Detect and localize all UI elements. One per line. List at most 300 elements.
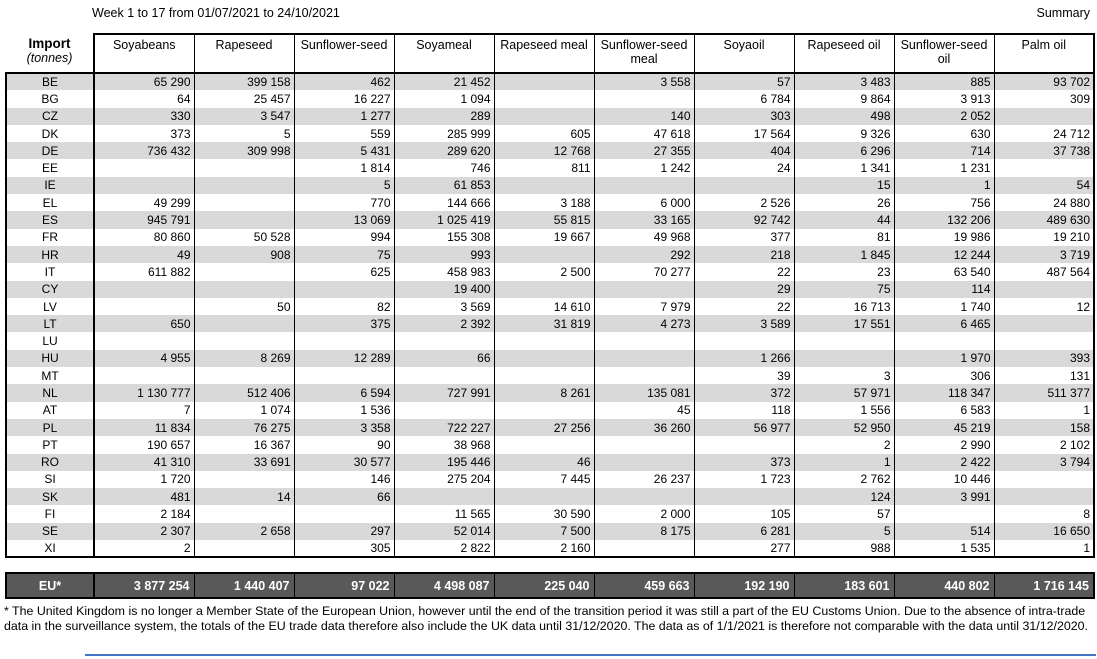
- value-cell: [194, 315, 294, 332]
- value-cell: 292: [594, 246, 694, 263]
- value-cell: 8 175: [594, 523, 694, 540]
- value-cell: 489 630: [994, 211, 1094, 228]
- value-cell: 12 244: [894, 246, 994, 263]
- value-cell: [594, 90, 694, 107]
- value-cell: 908: [194, 246, 294, 263]
- value-cell: 90: [294, 436, 394, 453]
- value-cell: [694, 436, 794, 453]
- value-cell: 4 955: [94, 350, 194, 367]
- value-cell: 45: [594, 402, 694, 419]
- value-cell: 511 377: [994, 384, 1094, 401]
- value-cell: 33 691: [194, 454, 294, 471]
- value-cell: 57: [794, 505, 894, 522]
- value-cell: [494, 108, 594, 125]
- value-cell: 3 188: [494, 194, 594, 211]
- value-cell: 114: [894, 281, 994, 298]
- value-cell: 2 526: [694, 194, 794, 211]
- value-cell: 4 273: [594, 315, 694, 332]
- value-cell: 31 819: [494, 315, 594, 332]
- value-cell: 1 074: [194, 402, 294, 419]
- value-cell: [494, 436, 594, 453]
- value-cell: 140: [594, 108, 694, 125]
- value-cell: 56 977: [694, 419, 794, 436]
- value-cell: 297: [294, 523, 394, 540]
- table-row: [6, 108, 1094, 125]
- value-cell: 49: [94, 246, 194, 263]
- value-cell: 650: [94, 315, 194, 332]
- value-cell: 8 261: [494, 384, 594, 401]
- value-cell: 46: [494, 454, 594, 471]
- value-cell: 63 540: [894, 263, 994, 280]
- column-header: Soyameal: [394, 34, 494, 73]
- value-cell: 285 999: [394, 125, 494, 142]
- value-cell: 65 290: [94, 73, 194, 90]
- country-code: CY: [6, 281, 94, 298]
- value-cell: 372: [694, 384, 794, 401]
- import-table: [5, 33, 1095, 558]
- value-cell: 50: [194, 298, 294, 315]
- value-cell: 2 184: [94, 505, 194, 522]
- value-cell: 3 483: [794, 73, 894, 90]
- value-cell: 24 712: [994, 125, 1094, 142]
- value-cell: 36 260: [594, 419, 694, 436]
- value-cell: 10 446: [894, 471, 994, 488]
- value-cell: 1 970: [894, 350, 994, 367]
- value-cell: 373: [94, 125, 194, 142]
- eu-total-value: 225 040: [494, 573, 594, 598]
- value-cell: 12 289: [294, 350, 394, 367]
- table-row: [6, 384, 1094, 401]
- value-cell: 625: [294, 263, 394, 280]
- value-cell: 190 657: [94, 436, 194, 453]
- eu-total-row: [6, 573, 1094, 598]
- country-code: FI: [6, 505, 94, 522]
- value-cell: [494, 402, 594, 419]
- value-cell: 8: [994, 505, 1094, 522]
- table-row: [6, 177, 1094, 194]
- value-cell: [594, 367, 694, 384]
- eu-total-value: 1 440 407: [194, 573, 294, 598]
- value-cell: 330: [94, 108, 194, 125]
- value-cell: 512 406: [194, 384, 294, 401]
- value-cell: 11 834: [94, 419, 194, 436]
- country-code: MT: [6, 367, 94, 384]
- value-cell: [294, 332, 394, 349]
- value-cell: 5 431: [294, 142, 394, 159]
- country-code: LV: [6, 298, 94, 315]
- value-cell: 1 341: [794, 159, 894, 176]
- value-cell: 3 569: [394, 298, 494, 315]
- value-cell: 3 358: [294, 419, 394, 436]
- corner-title: Import: [28, 36, 71, 51]
- value-cell: 80 860: [94, 229, 194, 246]
- country-code: EE: [6, 159, 94, 176]
- value-cell: 131: [994, 367, 1094, 384]
- value-cell: 195 446: [394, 454, 494, 471]
- value-cell: 39: [694, 367, 794, 384]
- value-cell: 756: [894, 194, 994, 211]
- value-cell: [294, 505, 394, 522]
- value-cell: [194, 471, 294, 488]
- value-cell: [494, 90, 594, 107]
- value-cell: [94, 281, 194, 298]
- value-cell: [594, 540, 694, 557]
- value-cell: 14: [194, 488, 294, 505]
- value-cell: 55 815: [494, 211, 594, 228]
- value-cell: 487 564: [994, 263, 1094, 280]
- value-cell: 1 535: [894, 540, 994, 557]
- value-cell: [394, 488, 494, 505]
- value-cell: 2 000: [594, 505, 694, 522]
- eu-total-value: 1 716 145: [994, 573, 1094, 598]
- column-header: Rapeseed: [194, 34, 294, 73]
- value-cell: 7 445: [494, 471, 594, 488]
- value-cell: [194, 211, 294, 228]
- value-cell: 377: [694, 229, 794, 246]
- value-cell: 16 367: [194, 436, 294, 453]
- value-cell: 945 791: [94, 211, 194, 228]
- value-cell: 277: [694, 540, 794, 557]
- value-cell: 275 204: [394, 471, 494, 488]
- value-cell: 6 594: [294, 384, 394, 401]
- value-cell: [994, 332, 1094, 349]
- table-row: [6, 246, 1094, 263]
- value-cell: 5: [794, 523, 894, 540]
- value-cell: 16 650: [994, 523, 1094, 540]
- value-cell: 1: [894, 177, 994, 194]
- value-cell: [94, 298, 194, 315]
- value-cell: 3 913: [894, 90, 994, 107]
- value-cell: 2 102: [994, 436, 1094, 453]
- value-cell: 81: [794, 229, 894, 246]
- value-cell: 309: [994, 90, 1094, 107]
- value-cell: [394, 367, 494, 384]
- eu-total-table: [5, 572, 1095, 599]
- value-cell: [894, 505, 994, 522]
- value-cell: 9 326: [794, 125, 894, 142]
- value-cell: 1 266: [694, 350, 794, 367]
- value-cell: [694, 177, 794, 194]
- value-cell: 3 991: [894, 488, 994, 505]
- value-cell: 458 983: [394, 263, 494, 280]
- value-cell: 49 299: [94, 194, 194, 211]
- country-code: SK: [6, 488, 94, 505]
- value-cell: 93 702: [994, 73, 1094, 90]
- value-cell: 118 347: [894, 384, 994, 401]
- value-cell: 50 528: [194, 229, 294, 246]
- value-cell: [494, 246, 594, 263]
- value-cell: 306: [894, 367, 994, 384]
- country-code: HR: [6, 246, 94, 263]
- value-cell: [694, 332, 794, 349]
- value-cell: [494, 350, 594, 367]
- value-cell: 21 452: [394, 73, 494, 90]
- eu-total-value: 3 877 254: [94, 573, 194, 598]
- value-cell: 2 822: [394, 540, 494, 557]
- value-cell: 1 277: [294, 108, 394, 125]
- value-cell: 630: [894, 125, 994, 142]
- value-cell: 6 784: [694, 90, 794, 107]
- value-cell: 1 723: [694, 471, 794, 488]
- value-cell: 23: [794, 263, 894, 280]
- table-row: [6, 281, 1094, 298]
- value-cell: 12: [994, 298, 1094, 315]
- column-header: Rapeseed meal: [494, 34, 594, 73]
- value-cell: 373: [694, 454, 794, 471]
- country-code: BE: [6, 73, 94, 90]
- country-code: SE: [6, 523, 94, 540]
- column-header: Palm oil: [994, 34, 1094, 73]
- eu-total-value: 183 601: [794, 573, 894, 598]
- value-cell: 1: [994, 402, 1094, 419]
- value-cell: [194, 540, 294, 557]
- value-cell: 66: [394, 350, 494, 367]
- value-cell: 25 457: [194, 90, 294, 107]
- value-cell: 1 094: [394, 90, 494, 107]
- value-cell: 2 658: [194, 523, 294, 540]
- country-code: PT: [6, 436, 94, 453]
- value-cell: 118: [694, 402, 794, 419]
- value-cell: 14 610: [494, 298, 594, 315]
- value-cell: 722 227: [394, 419, 494, 436]
- value-cell: 993: [394, 246, 494, 263]
- value-cell: [294, 367, 394, 384]
- value-cell: 27 355: [594, 142, 694, 159]
- country-code: XI: [6, 540, 94, 557]
- footnote: * The United Kingdom is no longer a Member State of the European Union, however until the end of the transition period it was still a part of the EU Customs Union. Due to the absence of intra-trade data in the surveillance system, the totals of the EU trade data therefore also include the UK data until 31/12/2020. The data as of 1/1/2021 is therefore not comparable with the data until 31/12/2020.: [4, 604, 1088, 634]
- value-cell: [994, 108, 1094, 125]
- value-cell: [194, 263, 294, 280]
- value-cell: 393: [994, 350, 1094, 367]
- value-cell: 155 308: [394, 229, 494, 246]
- value-cell: 1: [994, 540, 1094, 557]
- table-row: [6, 488, 1094, 505]
- value-cell: 45 219: [894, 419, 994, 436]
- value-cell: 770: [294, 194, 394, 211]
- value-cell: 885: [894, 73, 994, 90]
- value-cell: 54: [994, 177, 1094, 194]
- table-row: [6, 419, 1094, 436]
- value-cell: [494, 177, 594, 194]
- value-cell: 994: [294, 229, 394, 246]
- value-cell: 1: [794, 454, 894, 471]
- country-code: BG: [6, 90, 94, 107]
- column-header: Rapeseed oil: [794, 34, 894, 73]
- table-row: [6, 471, 1094, 488]
- bottom-divider-line: [85, 654, 1096, 656]
- value-cell: 33 165: [594, 211, 694, 228]
- table-row: [6, 211, 1094, 228]
- value-cell: 727 991: [394, 384, 494, 401]
- value-cell: 7 500: [494, 523, 594, 540]
- value-cell: 514: [894, 523, 994, 540]
- summary-label: Summary: [1036, 6, 1090, 20]
- value-cell: 1 845: [794, 246, 894, 263]
- value-cell: 27 256: [494, 419, 594, 436]
- value-cell: 605: [494, 125, 594, 142]
- value-cell: 746: [394, 159, 494, 176]
- value-cell: [994, 315, 1094, 332]
- value-cell: 3: [794, 367, 894, 384]
- table-header-row: [6, 34, 1094, 73]
- value-cell: [494, 73, 594, 90]
- value-cell: 47 618: [594, 125, 694, 142]
- value-cell: 9 864: [794, 90, 894, 107]
- value-cell: 5: [294, 177, 394, 194]
- table-row: [6, 402, 1094, 419]
- country-code: NL: [6, 384, 94, 401]
- eu-total-value: 459 663: [594, 573, 694, 598]
- value-cell: [994, 471, 1094, 488]
- value-cell: 2 160: [494, 540, 594, 557]
- value-cell: 135 081: [594, 384, 694, 401]
- value-cell: 8 269: [194, 350, 294, 367]
- value-cell: [794, 350, 894, 367]
- value-cell: [394, 402, 494, 419]
- value-cell: 38 968: [394, 436, 494, 453]
- eu-total-label: EU*: [6, 573, 94, 598]
- value-cell: [994, 281, 1094, 298]
- top-bar: [92, 6, 1090, 20]
- value-cell: [94, 177, 194, 194]
- value-cell: 12 768: [494, 142, 594, 159]
- table-row: [6, 454, 1094, 471]
- value-cell: 30 577: [294, 454, 394, 471]
- table-row: [6, 367, 1094, 384]
- value-cell: 2 052: [894, 108, 994, 125]
- table-row: [6, 523, 1094, 540]
- value-cell: 1 025 419: [394, 211, 494, 228]
- value-cell: 124: [794, 488, 894, 505]
- value-cell: 52 014: [394, 523, 494, 540]
- value-cell: [594, 436, 694, 453]
- value-cell: 76 275: [194, 419, 294, 436]
- value-cell: 26 237: [594, 471, 694, 488]
- value-cell: 75: [794, 281, 894, 298]
- value-cell: 6 296: [794, 142, 894, 159]
- table-row: [6, 298, 1094, 315]
- value-cell: 92 742: [694, 211, 794, 228]
- value-cell: 64: [94, 90, 194, 107]
- value-cell: 15: [794, 177, 894, 194]
- value-cell: 1 536: [294, 402, 394, 419]
- value-cell: 1 242: [594, 159, 694, 176]
- value-cell: 19 667: [494, 229, 594, 246]
- value-cell: 16 227: [294, 90, 394, 107]
- value-cell: 811: [494, 159, 594, 176]
- value-cell: [194, 281, 294, 298]
- page-title: Week 1 to 17 from 01/07/2021 to 24/10/2021: [92, 6, 340, 20]
- value-cell: 5: [194, 125, 294, 142]
- value-cell: 289 620: [394, 142, 494, 159]
- value-cell: 44: [794, 211, 894, 228]
- value-cell: 61 853: [394, 177, 494, 194]
- country-code: FR: [6, 229, 94, 246]
- country-code: HU: [6, 350, 94, 367]
- value-cell: 24 880: [994, 194, 1094, 211]
- value-cell: [194, 177, 294, 194]
- country-code: ES: [6, 211, 94, 228]
- value-cell: 16 713: [794, 298, 894, 315]
- table-row: [6, 332, 1094, 349]
- value-cell: 2 422: [894, 454, 994, 471]
- value-cell: 2: [94, 540, 194, 557]
- eu-total-value: 4 498 087: [394, 573, 494, 598]
- eu-total-value: 97 022: [294, 573, 394, 598]
- country-code: DE: [6, 142, 94, 159]
- value-cell: 17 564: [694, 125, 794, 142]
- value-cell: 17 551: [794, 315, 894, 332]
- table-row: [6, 505, 1094, 522]
- value-cell: [194, 194, 294, 211]
- value-cell: [594, 332, 694, 349]
- table-row: [6, 73, 1094, 90]
- table-row: [6, 350, 1094, 367]
- value-cell: 19 986: [894, 229, 994, 246]
- country-code: DK: [6, 125, 94, 142]
- value-cell: 2 500: [494, 263, 594, 280]
- value-cell: 82: [294, 298, 394, 315]
- value-cell: 303: [694, 108, 794, 125]
- value-cell: [994, 488, 1094, 505]
- table-row: [6, 142, 1094, 159]
- value-cell: 498: [794, 108, 894, 125]
- value-cell: 611 882: [94, 263, 194, 280]
- value-cell: [94, 332, 194, 349]
- value-cell: 6 281: [694, 523, 794, 540]
- corner-header: [6, 34, 94, 73]
- value-cell: [594, 350, 694, 367]
- value-cell: [294, 281, 394, 298]
- country-code: EL: [6, 194, 94, 211]
- value-cell: 3 547: [194, 108, 294, 125]
- value-cell: [594, 454, 694, 471]
- value-cell: [694, 488, 794, 505]
- country-code: LT: [6, 315, 94, 332]
- value-cell: 714: [894, 142, 994, 159]
- value-cell: 30 590: [494, 505, 594, 522]
- value-cell: 3 719: [994, 246, 1094, 263]
- value-cell: [594, 488, 694, 505]
- value-cell: 3 794: [994, 454, 1094, 471]
- column-header: Soyabeans: [94, 34, 194, 73]
- value-cell: 57: [694, 73, 794, 90]
- eu-total-value: 192 190: [694, 573, 794, 598]
- value-cell: [494, 281, 594, 298]
- value-cell: 1 720: [94, 471, 194, 488]
- value-cell: 75: [294, 246, 394, 263]
- value-cell: [194, 505, 294, 522]
- value-cell: 41 310: [94, 454, 194, 471]
- value-cell: 218: [694, 246, 794, 263]
- value-cell: [594, 177, 694, 194]
- column-header: Soyaoil: [694, 34, 794, 73]
- value-cell: [94, 367, 194, 384]
- value-cell: 11 565: [394, 505, 494, 522]
- country-code: IE: [6, 177, 94, 194]
- value-cell: [194, 367, 294, 384]
- value-cell: 144 666: [394, 194, 494, 211]
- value-cell: 158: [994, 419, 1094, 436]
- value-cell: [594, 281, 694, 298]
- value-cell: 7: [94, 402, 194, 419]
- value-cell: [394, 332, 494, 349]
- value-cell: 559: [294, 125, 394, 142]
- table-row: [6, 315, 1094, 332]
- value-cell: 1 556: [794, 402, 894, 419]
- value-cell: 29: [694, 281, 794, 298]
- column-header: Sunflower-seed: [294, 34, 394, 73]
